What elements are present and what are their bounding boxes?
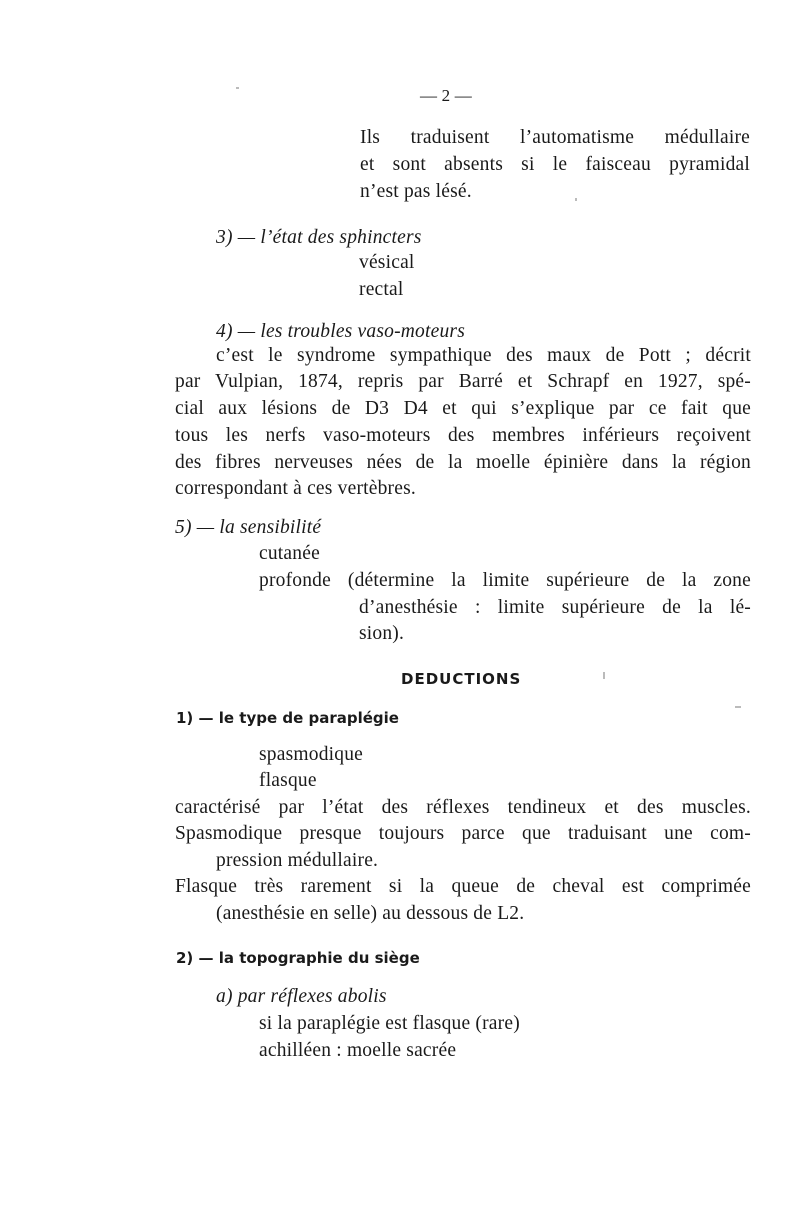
deduction-2-a-line-2: achilléen : moelle sacrée [259, 1040, 457, 1061]
deduction-1-line-2: Spasmodique presque toujours parce que traduisant une com- [175, 823, 751, 844]
item-5-profonde-line-2: d’anesthésie : limite supérieure de la lé- [359, 597, 751, 618]
item-4-line-6: correspondant à ces vertèbres. [175, 478, 416, 499]
scan-speck [236, 87, 239, 89]
deduction-2-a-line-1: si la paraplégie est flasque (rare) [259, 1013, 520, 1034]
intro-line-1: Ils traduisent l’automatisme médullaire [360, 127, 750, 148]
item-5-title: 5) — la sensibilité [175, 517, 322, 538]
deduction-2-a-title: a) par réflexes abolis [216, 986, 387, 1007]
item-5-profonde-line-3: sion). [359, 623, 405, 644]
item-5-cutanee: cutanée [259, 543, 320, 564]
item-4-line-5: des fibres nerveuses nées de la moelle épinière dans la région [175, 452, 751, 473]
item-4-line-4: tous les nerfs vaso-moteurs des membres inférieurs reçoivent [175, 425, 751, 446]
deduction-1-title: 1) — le type de paraplégie [176, 709, 399, 727]
item-4-title: 4) — les troubles vaso-moteurs [216, 321, 466, 342]
deduction-1-line-3: pression médullaire. [216, 850, 379, 871]
page-number: — 2 — [420, 86, 472, 105]
item-3-title: 3) — l’état des sphincters [216, 227, 422, 248]
deductions-heading: DEDUCTIONS [401, 670, 522, 688]
deduction-2-title: 2) — la topographie du siège [176, 949, 420, 967]
scan-speck [575, 198, 577, 201]
intro-line-3: n’est pas lésé. [360, 181, 472, 202]
scan-speck [603, 672, 605, 679]
deduction-1-line-5: (anesthésie en selle) au dessous de L2. [216, 903, 525, 924]
item-3-vesical: vésical [359, 252, 415, 273]
item-3-rectal: rectal [359, 279, 404, 300]
deduction-1-spasmodique: spasmodique [259, 744, 364, 765]
scan-speck [735, 706, 741, 708]
deduction-1-line-1: caractérisé par l’état des réflexes tendineux et des muscles. [175, 797, 751, 818]
item-4-line-3: cial aux lésions de D3 D4 et qui s’explique par ce fait que [175, 398, 751, 419]
item-5-profonde-line-1: profonde (détermine la limite supérieure de la zone [259, 570, 751, 591]
item-4-line-2: par Vulpian, 1874, repris par Barré et Schrapf en 1927, spé- [175, 371, 751, 392]
deduction-1-line-4: Flasque très rarement si la queue de cheval est comprimée [175, 876, 751, 897]
item-4-line-1: c’est le syndrome sympathique des maux de Pott ; décrit [216, 345, 751, 366]
intro-line-2: et sont absents si le faisceau pyramidal [360, 154, 750, 175]
deduction-1-flasque: flasque [259, 770, 317, 791]
